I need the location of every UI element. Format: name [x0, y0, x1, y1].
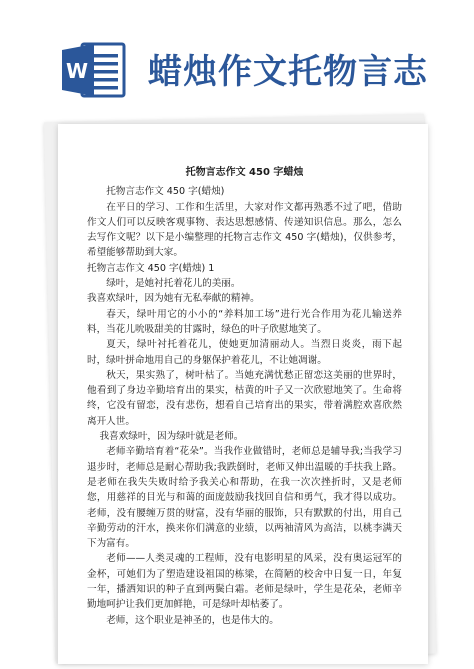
paragraph: 春天，绿叶用它的小小的“养料加工场”进行光合作用为花儿输送养料，当花儿吮吸甜美的甘露时，绿色的叶子欣慰地笑了。	[87, 308, 402, 335]
paragraph: 老师——人类灵魂的工程师，没有电影明星的风采，没有奥运冠军的金杯，可她们为了塑造建设祖国的栋梁，在简陋的校舍中日复一日，年复一年，播洒知识的种子直到两鬓白霜。老师是绿叶，学生是花朵，老师辛勤地呵护让我们更加鲜艳，可是绿叶却枯萎了。	[87, 553, 402, 611]
paragraph: 夏天，绿叶衬托着花儿，使她更加清丽动人。当烈日炎炎，雨下起时，绿叶拼命地用自己的身躯保护着花儿，不让她凋谢。	[87, 339, 402, 366]
paragraph: 秋天，果实熟了，树叶枯了。当她充满忧愁正留恋这美丽的世界时，他看到了身边辛勤培育出的果实，枯黄的叶子又一次欣慰地笑了。生命将终，它没有留恋，没有悲伤，想看自己培育出的果实，带着满腔欢喜欣然离开人世。	[87, 369, 402, 427]
document-body	[87, 165, 402, 628]
document-page	[58, 124, 428, 664]
paragraph: 绿叶，是她衬托着花儿的美丽。	[106, 278, 241, 290]
paragraph: 我喜欢绿叶，因为绿叶就是老师。	[99, 431, 244, 443]
paragraph: 我喜欢绿叶，因为她有无私奉献的精神。	[87, 293, 260, 305]
header-banner	[0, 0, 474, 118]
paragraph: 老师辛勤培育着“花朵”。当我作业做错时，老师总是辅导我;当我学习退步时，老师总是耐心帮助我;我跌倒时，老师又伸出温暖的手扶我上路。是老师在我失失败时给予我关心和帮助，在我一次次挫折时，又是老师您，用慈祥的目光与和蔼的面庞鼓励我找回自信和勇气，我才得以成功。老师，没有腰缠万贯的财富，没有华丽的服饰，只有默默的付出，用自己辛勤劳动的汗水，换来你们满意的业绩，以两袖清风为高洁，以桃李满天下为富有。	[87, 446, 402, 550]
section-heading: 托物言志作文 450 字(蜡烛) 1	[87, 262, 215, 274]
paragraph: 托物言志作文 450 字(蜡烛)	[106, 186, 225, 198]
banner-title: 蜡烛作文托物言志	[148, 52, 428, 92]
document-title: 托物言志作文 450 字蜡烛	[185, 167, 304, 178]
paragraph: 老师，这个职业是神圣的，也是伟大的。	[106, 614, 279, 626]
word-icon	[62, 42, 126, 98]
paragraph: 在平日的学习、工作和生活里，大家对作文都再熟悉不过了吧，借助作文人们可以反映客观事物、表达思想感情、传递知识信息。那么，怎么去写作文呢？以下是小编整理的托物言志作文 450 字(蜡烛)，仅供参考，希望能够帮助到大家。	[87, 201, 402, 259]
svg-text:W: W	[65, 59, 89, 83]
